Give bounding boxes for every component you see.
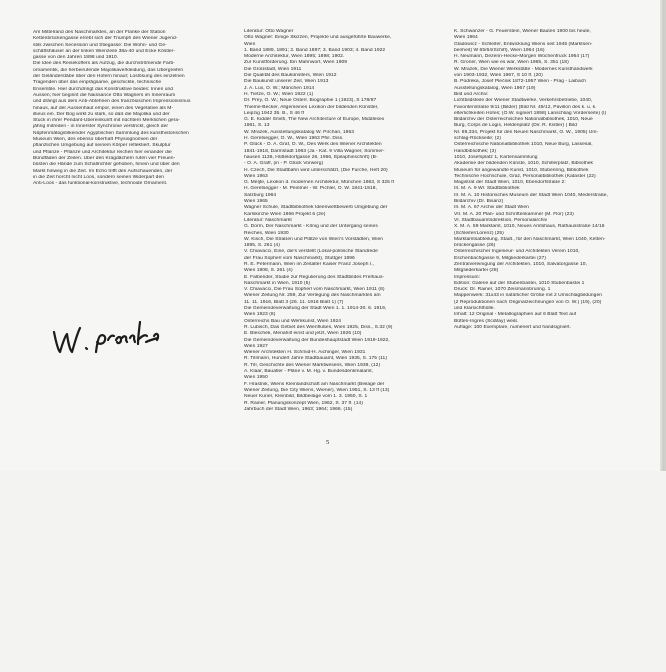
text-line: Salzburg 1964 <box>244 192 277 198</box>
text-line: Literatur: Naschmarkt <box>244 217 292 223</box>
text-line: Kettenbrückengasse errebt sich der Triumph des Wiener Jugend- <box>33 36 178 42</box>
text-line: R. Groner, Wien wie es war, Wien 1965, S. 351 (18) <box>454 60 569 66</box>
text-line: der Frau Sopherl vom Naschmarkt), Stuttger 1896 <box>244 255 355 261</box>
text-line: Wiener Zeitung Nr. 259, Zur Verlegung des Naschmarktes am <box>244 293 381 299</box>
text-line: Wien 1927 <box>244 343 268 349</box>
text-line: schäftshäuser an der linken Wienzeile 38a-40 und Ecke Köstler- <box>33 48 176 54</box>
text-line: Nüpfenmäßigstilkeinder Ägyptischen Sammlung des kunsthistorischen <box>33 130 189 136</box>
text-line: büsten die Hände zum Schallrichter gehoben, hinein und über den <box>33 162 180 168</box>
text-line: brückengasse (26) <box>454 243 496 249</box>
text-line: 1961, S. 13 <box>244 123 270 129</box>
text-line: ornamentik, die herbeirufende Majolikaverkleidung, das Übergreifen <box>33 67 184 73</box>
text-line: Gladowicz - Schleifer, Entwicklung Wiens seit 1945 (Marktsen- <box>454 41 593 47</box>
text-line: Wiener Architekten H. Schmid-H. Aichinger, Wien 1931 <box>244 350 366 356</box>
text-line: Karlskirche Wien 1966 Projekt 6 (2e) <box>244 211 326 217</box>
text-line: - O. A. Graff, (in - P. Glück Vorwerg) <box>244 161 324 167</box>
text-line: Bildarchiv der Österreichischen Nationalbibliothek, 1010, Neue <box>454 117 593 123</box>
text-line: Handbibliothek; (3) <box>454 148 496 154</box>
text-line: hausen 1136, Hütteldorfgasse 26, 1966, Epilaphinschrift) (B- <box>244 154 378 160</box>
text-line: H. Czech, Die Stadtbahn wird unterschätzt, (Die Furche, Heft 20) <box>244 167 388 173</box>
text-line: W. Mrazek, Ausstellungskatalog W. Pirchan, 1963 <box>244 129 354 135</box>
text-line: Museum Wien, des ebenso überhaft Physiognomien der <box>33 137 158 143</box>
text-line: Wien 1923 (8) <box>244 312 276 318</box>
text-line: Mitgliederkartei (28) <box>454 268 499 274</box>
text-line: und Pflanze - Pflanze und Architektur reichen hier einander die <box>33 149 172 155</box>
text-line: Österreichische Nationalbibliothek 1010, Neue Burg, Lassesal, <box>454 142 593 148</box>
text-column-1 <box>33 30 231 187</box>
text-line: Dr. Prey, O. W.; Neue Österr. Biographie 1 (1923), S 178/87 <box>244 98 377 104</box>
text-line: illieus ein. Der Bog wirkt zu stark, so daß die Majolika und der <box>33 111 170 117</box>
text-line: 1. Band 1889, 1891; 2. Band 1897; 3. Band 1903; 4. Band 1922 <box>244 47 386 53</box>
text-line: Edition: Galerie auf der Stubenbastei, 1010 Stubenbastei 1 <box>454 280 585 286</box>
text-line: H. Tietze, O. W.; Wien 1922 (1) <box>244 91 314 97</box>
text-line: pflanzlichen Umgebung auf seinem Körper reflektiert. Skulptur <box>33 143 171 149</box>
text-line: G. Meljte, Lexikon d. modernen Architektur, München 1963, S 325 ff <box>244 180 395 186</box>
text-line: R. E. Petermann, Wien im Zeitalter Kaiser Franz Joseph I., <box>244 261 375 267</box>
text-line: Bildarchiv (Dr. Bisanz) <box>454 199 504 205</box>
text-line: Die Gemeindeverwaltung der Stadt Wien 1. 1. 1914-30. 6. 1919, <box>244 306 387 312</box>
text-line: Wien 1963 <box>244 173 268 179</box>
text-line: Marktamtsabteilung, Stadt., für den Naschmarkt, Wien 1040, Ketten- <box>454 236 606 242</box>
text-line: von 1903-1932, Wien 1967, S 10 ff. (20) <box>454 73 543 79</box>
text-line: Favoritenstraße 9/11 (Bilder) (Bild Nr. 49/12, Pavillon des k. u. k. <box>454 104 597 110</box>
archive-column <box>454 29 654 331</box>
text-line: G. E. Kidder Smith, The New Architecture of Europe, Middlesex <box>244 117 385 123</box>
text-line: Bündfäden der Zeilen. Über den Kragdächern rufen vier Freuen- <box>33 155 176 161</box>
text-line: Wien 1950 <box>244 375 268 381</box>
text-line: Naschmarkt in Wien, 1910 (5) <box>244 280 311 286</box>
text-line: Wien 1965 <box>244 199 268 205</box>
text-line: X. M. A. 59 Marktamt, 1010, Neues Amtshaus, Rathausstraße 14/16 <box>454 224 605 230</box>
text-line: W. Mrazek, Die Wiener Werkstätte - Modernes Kunsthandwerk <box>454 66 593 72</box>
text-line: K. Schwanzer - G. Feuerstein, Wiener Bauten 1900 bis heute, <box>454 29 591 34</box>
text-line: W. Kisch, Die Straßen und Plätze von Wien's Vorstädten, Wien <box>244 236 384 242</box>
text-line: Reiches, Wien 1930 <box>244 230 289 236</box>
text-line: in die Zeit horcht nicht Loos, sondern seinen Widerpart den <box>33 174 164 180</box>
text-line: Am Mittelrand des Naschmarktes, an der Flanke der Station <box>33 30 166 35</box>
text-line: B. Podrekа, Josef Plečnik 1872-1957 Wien - Prag - Laibach <box>454 79 586 85</box>
page-number: 5 <box>326 439 330 446</box>
text-line: Akademie der bildenden Künste, 1010, Schillerplatz, Bibliothek <box>454 161 594 167</box>
text-line: Aussen; hier beginnt die Naissance Otto Wagners im Innenraum <box>33 92 176 98</box>
text-line: jährig mitreden - in Innerster Synchronie verstrickt, gleich der <box>33 124 169 130</box>
text-line: Zur Kunstförderung. Ein Mahnwort, Wien 1909 <box>244 60 348 66</box>
text-line: 1010, Josefsplatz 1, Kartensammlung <box>454 154 538 160</box>
text-line: Markt hinweg in die Zeit. Im Echo trifft den Aufschauenden, der <box>33 168 173 174</box>
text-line: V. Chiavacci, Eine, die's verstellt (Lokal-politische Standrede <box>244 249 378 255</box>
text-line: 11. 11. 1916, Blatt 3 (26. 11. 1916 Blatt 1) (7) <box>244 299 344 305</box>
text-line: III. M. A. 67 Archiv der Stadt Wien <box>454 205 529 211</box>
text-line: G. Dorm, Der Naschmarkt - König und der Untergang seines <box>244 224 378 230</box>
text-line: Druck: Dr. Rainer, 1070 Zeismannbrunng. 1 <box>454 287 551 293</box>
text-line: Thieme-Becker, Allgemeines Lexikon der bildenden Künstler, <box>244 104 379 110</box>
text-line: Neuer Kurier, Kleinbild, Bildbeilage vom 1. 3. 1950, S. 1 <box>244 394 368 400</box>
text-line: der Geländerstäbe über den Hofern hinauf; Loslösung des einzelnen <box>33 74 185 80</box>
text-line: Ausstellungskatalog, Wien 1967 (19) <box>454 85 536 91</box>
text-line: stils zwischen Secession und Stiegasse: Die Wohn- und Ge- <box>33 42 167 48</box>
text-line: Tragenden über das einprägsame, geschickte, technische <box>33 80 162 86</box>
signature-text <box>100 624 218 672</box>
text-line: Technische Hochschule, Graz, Personalbibliothek (Kataster (22) <box>454 173 596 179</box>
literature-column <box>244 29 442 413</box>
text-line: Bild und Archiv: <box>454 91 489 97</box>
text-line: Literatur: Otto Wagner <box>244 29 294 34</box>
text-line: Österreichischer Ingenieur- und Architekten Verein 1010, <box>454 249 580 255</box>
text-line: Österreichs Bau und Werkkunst, Wien 1924 <box>244 318 342 324</box>
text-line: R. Tillmann, Hundert Jahre Stadtbauamt, Wien 1935, S. 175 (11) <box>244 356 388 362</box>
text-line: H. Geretsegger - M. Peintner - W. Pichler, O. W. 1841-1918, <box>244 186 377 192</box>
text-line: Wien <box>244 41 256 47</box>
text-line: III. M. A. 10 Historisches Museum der Stadt Wien 1040, Mederstraße, <box>454 192 608 198</box>
text-line: Burg, Corps de Logis, Heldenplatz (Dir. R. Kistler) ( Bild <box>454 123 578 129</box>
page-edge <box>660 0 664 471</box>
text-line: H. Geretsegger, O. W., Wien 1963 Phil. Diss. <box>244 136 344 142</box>
text-line: P. Glück - O. A. Graf, O. W., Des Werk des Wiener Architekten <box>244 142 382 148</box>
text-line: E. Bleschek, Meriahilf einst und jetzt, Wien 1926 (10) <box>244 331 362 337</box>
text-line: J. A. Lux, O. W.; München 1914 <box>244 85 315 91</box>
text-line: Jahrbuch der Stadt Wien, 1963; 1964; 1966. (15) <box>244 406 353 412</box>
text-line: (2 Reproduktionen nach Originalzeichnungen von O. W.) (19), (20) <box>454 299 602 305</box>
text-line: VI. Stadtbauamtsdirektion, Personalarchiv <box>454 217 548 223</box>
text-line: schlag-Rückseite; (2) <box>454 136 501 142</box>
text-line: Ensemble. Hier durchdringt das Konstruktive beides: Innen und <box>33 86 174 92</box>
text-line: Otto Wagner: Einige Skizzen, Projekte und ausgeführte Bauwerke, <box>244 35 392 41</box>
text-line: Lichtbildsteile der Wiener Stadtwerke, Verkehrsbetriebe, 1040, <box>454 98 593 104</box>
text-line: R. Lubisch, Das Gebiet des Wienflußes, Wien 1925, Diss., S.32 (9) <box>244 324 393 330</box>
text-line: Wagner Schule, Stadtbibliothek Ideenwettbewerb Umgebung der <box>244 205 388 211</box>
text-line: A. Klaar, Bauatler - Pläne v. M. Hg. v. Bundesdenkmalamt, <box>244 369 374 375</box>
signature-drawing <box>50 312 168 360</box>
text-line: E. Falbender, Studie zur Regulierung des Stadtbildes Frelhaus- <box>244 274 385 280</box>
handwritten-signature <box>50 312 168 360</box>
text-line: Museum für angewandte Kunst, 1010, Stubenring, Bibliothek <box>454 167 589 173</box>
text-line: Wien 1908, S. 261 (4) <box>244 268 293 274</box>
text-line: Die Gemeindeverwaltung der Bundeshauptstadt Wien 1919-1922, <box>244 337 390 343</box>
text-line: III. M. A. 9 Wr. Stadtbibliothek <box>454 186 520 192</box>
text-line: Die Baukunst unserer Zeit, Wien 1913 <box>244 79 329 85</box>
text-line: Stuck in ihrer Pendant-Übereinkunft mit nüchtern Merklichen gera- <box>33 118 180 124</box>
text-line: und drängt aus dem Anti-Ablehnen des französischen Impressionismus <box>33 99 191 105</box>
text-line: Moderne Architektur, Wien 1895; 1898; 1902. <box>244 54 345 60</box>
text-line: 1841-1918, Darmstadt 1963 (Ja - Kat. 9 Villa Wagner, Sommer- <box>244 148 385 154</box>
text-line: V. Chiavacci, Die Frau Sopherl vom Naschmarkt, Wien 1911 (6) <box>244 287 385 293</box>
text-line: Nr. 89,334, Projekt für den Neuen Naschmarkt, O. W., 1905) Um- <box>454 129 599 135</box>
text-line: hinaus, auf der Aussenhaut empor, einen des Vegetative als M- <box>33 105 174 111</box>
text-line: Zentralvereinigung der Architekten, 1010, Salvatorgasse 10, <box>454 261 587 267</box>
text-line: R. Rainer, Planungskonzept Wien, 1962, S. 37 ff. (14) <box>244 400 363 406</box>
text-line: Anti-Loos - das funktional-konstruktive, technoide Ornament. <box>33 181 168 187</box>
text-line: Wiener Zeitung, Die City Wiens, Wiener), Wien 1951, S. 13 ff (13) <box>244 387 390 393</box>
text-line: 1895, S. 261 (4) <box>244 243 280 249</box>
text-line: Bütten-Ingres (Sciäfay) weiß. <box>454 318 519 324</box>
text-line: benheit) W 65/64/Schiff), Wien 1964 (16) <box>454 47 545 53</box>
text-line: Die Großstadt, Wien 1911 <box>244 66 302 72</box>
text-line: Leipzig 1942 35. B., S 46 ff <box>244 110 305 116</box>
text-line: Magistrat der Stadt Wien, 1010, Ebendorfstraße 2: <box>454 180 566 186</box>
text-line: VII. M. A. 20 Plan- und Schriftenkammer (M. Flor) (23) <box>454 211 574 217</box>
text-line: Impressum: <box>454 274 481 280</box>
text-line: Auflage: 100 Exemplare, numeriert und handsigniert. <box>454 324 572 330</box>
text-line: Eschenbachgasse 9, Mitgliederkartei (27) <box>454 255 546 261</box>
text-line: Die Qualität des Baukünstlers, Wien 1912 <box>244 73 337 79</box>
text-line: elterlichkeiten Hofes; (O.W. signiert 1898) Lanschliag Vorderseite) (I) <box>454 110 607 116</box>
text-line: F. Hrastnik, Wiens Kleinlandschaft am Naschmarkt (Beilage der <box>244 381 385 387</box>
text-line: und Klarsichthülle. <box>454 306 495 312</box>
text-line: Mappenwerk: 31x43 in natürlicher Größe mit 2 Umschlagbildungen <box>454 293 602 299</box>
text-line: gasse von den Jahren 1898 und 1910. <box>33 55 119 61</box>
text-line: Inhalt: 12 Original - Metallographien auf 6 Blatt Text auf <box>454 312 577 318</box>
text-line: Wien 1964 <box>454 35 478 41</box>
text-line: R. Till, Geschichte des Wiener Marktwesens, Wien 1939, (12) <box>244 362 381 368</box>
text-line: Die Idee des Reisekoffers als Aufzug, die durchströmende Farb- <box>33 61 175 67</box>
text-line: (Schleifer/Lorenz) (25) <box>454 230 504 236</box>
text-line: H. Neumann, Dezenn-Hecke-Morgen Wochenfruck 1964 (17) <box>454 54 590 60</box>
